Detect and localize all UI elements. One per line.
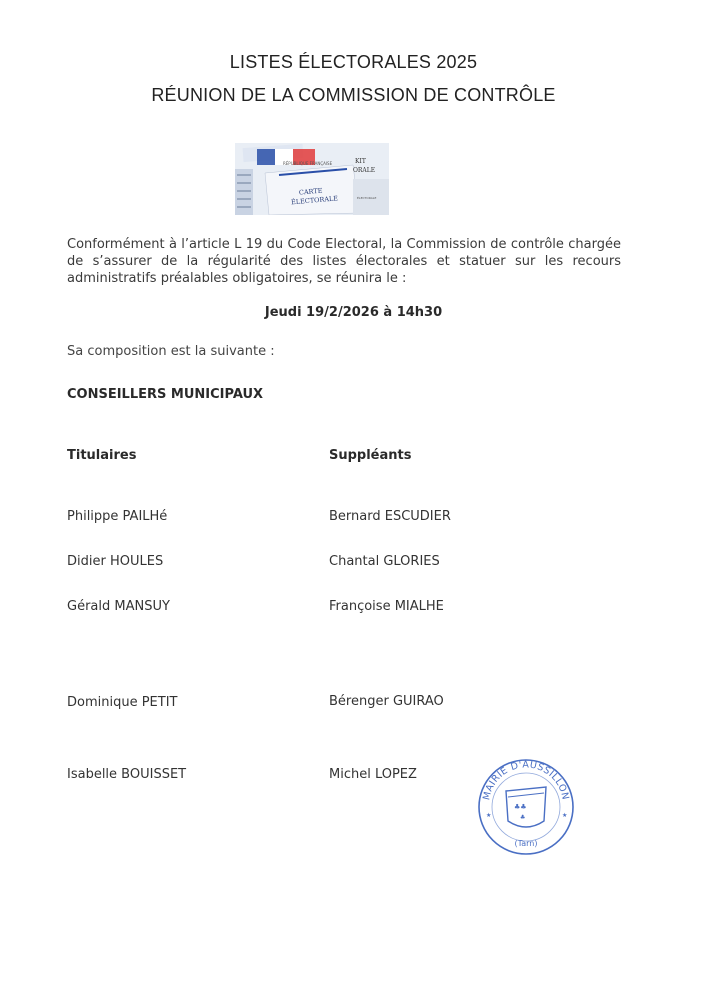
section-title: CONSEILLERS MUNICIPAUX	[67, 387, 264, 402]
electoral-card-image	[235, 143, 389, 215]
suppleant-name: Françoise MIALHE	[329, 599, 444, 614]
page-title: LISTES ÉLECTORALES 2025	[229, 52, 478, 72]
svg-text:★: ★	[486, 812, 492, 819]
suppleant-name: Chantal GLORIES	[329, 554, 440, 569]
titulaire-name: Philippe PAILHé	[67, 509, 168, 524]
svg-text:♣: ♣	[520, 814, 526, 821]
meeting-date: Jeudi 19/2/2026 à 14h30	[264, 305, 443, 320]
page-subtitle: RÉUNION DE LA COMMISSION DE CONTRÔLE	[151, 85, 556, 105]
composition-label: Sa composition est la suivante :	[67, 344, 275, 359]
svg-text:★: ★	[562, 812, 568, 819]
titulaires-heading: Titulaires	[67, 448, 137, 463]
suppleant-name: Michel LOPEZ	[329, 767, 417, 782]
card-small-text: ÉLECTORALE	[357, 196, 377, 200]
svg-text:♣♣: ♣♣	[514, 803, 527, 811]
stamp-sub: (Tarn)	[514, 839, 538, 848]
titulaire-name: Gérald MANSUY	[67, 599, 170, 614]
card-orale-text: ORALE	[353, 167, 376, 174]
titulaire-name: Isabelle BOUISSET	[67, 767, 187, 782]
suppleants-heading: Suppléants	[329, 448, 412, 463]
card-title-line1: CARTE	[298, 186, 323, 197]
card-title-line2: ÉLECTORALE	[290, 194, 339, 207]
stamp-text: MAIRIE D'AUSSILLON	[481, 759, 571, 802]
card-top-text: RÉPUBLIQUE FRANÇAISE	[283, 161, 333, 166]
card-kit-text: KIT	[355, 158, 366, 165]
town-hall-stamp	[476, 757, 576, 857]
titulaire-name: Dominique PETIT	[67, 695, 178, 710]
intro-paragraph: Conformément à l’article L 19 du Code Electoral, la Commission de contrôle chargée de s’assurer de la régularité des listes électorales et statuer sur les recours administratifs préalables obligatoires, se réunira le :	[67, 237, 621, 286]
suppleant-name: Bernard ESCUDIER	[329, 509, 451, 524]
titulaire-name: Didier HOULES	[67, 554, 164, 569]
suppleant-name: Bérenger GUIRAO	[329, 694, 444, 709]
